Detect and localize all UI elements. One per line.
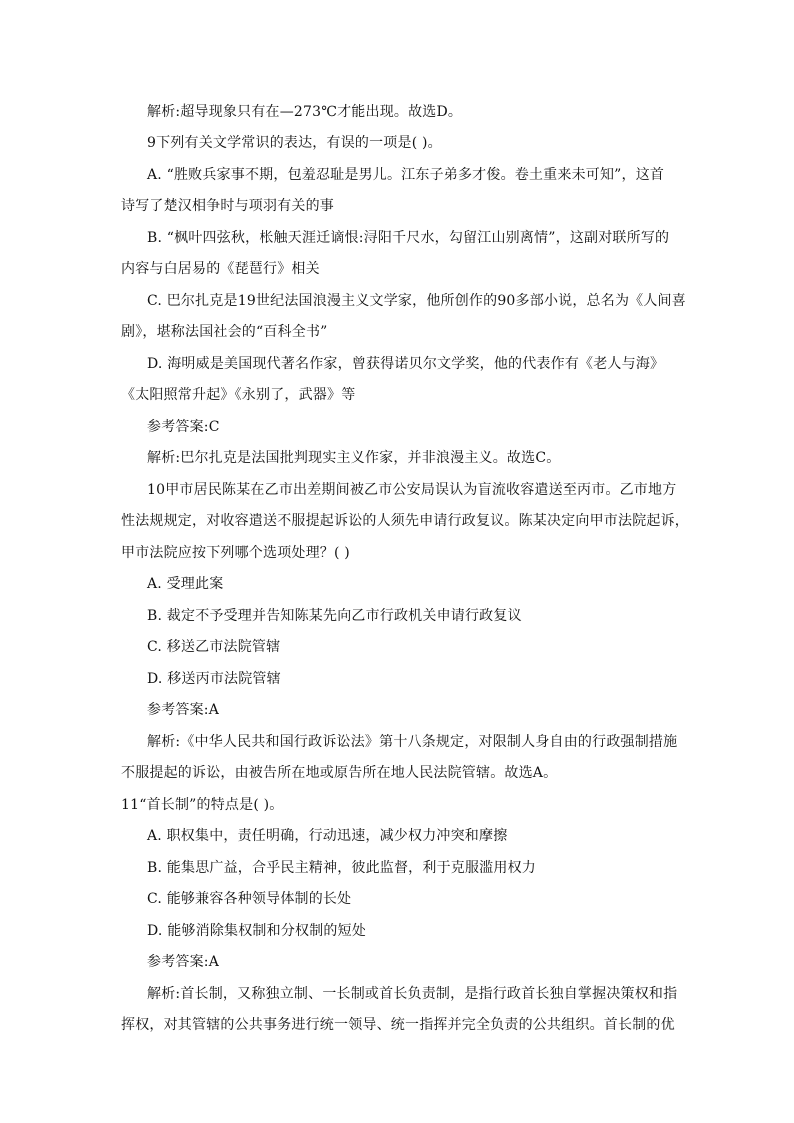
q9-option-c: C. 巴尔扎克是19世纪法国浪漫主义文学家，他所创作的90多部小说，总名为《人间喜 — [147, 293, 686, 309]
q9-option-d-cont: 《太阳照常升起》《永别了，武器》等 — [121, 387, 356, 403]
question-10-cont-1: 性法规规定，对收容遣送不服提起诉讼的人须先申请行政复议。陈某决定向甲市法院起诉， — [121, 513, 689, 529]
q11-option-c: C. 能够兼容各种领导体制的长处 — [147, 891, 352, 907]
question-11: 11“首长制”的特点是( )。 — [121, 797, 284, 813]
q10-option-d: D. 移送丙市法院管辖 — [147, 671, 281, 687]
q10-option-c: C. 移送乙市法院管辖 — [147, 639, 281, 655]
q11-option-b: B. 能集思广益，合乎民主精神，彼此监督，利于克服滥用权力 — [147, 860, 536, 876]
question-9: 9下列有关文学常识的表达，有误的一项是( )。 — [147, 135, 442, 151]
q10-analysis-cont: 不服提起的诉讼，由被告所在地或原告所在地人民法院管辖。故选A。 — [121, 765, 558, 781]
q10-option-b: B. 裁定不予受理并告知陈某先向乙市行政机关申请行政复议 — [147, 608, 522, 624]
q9-option-b: B. “枫叶四弦秋，枨触天涯迁谪恨:浔阳千尺水，勾留江山别离情”，这副对联所写的 — [147, 230, 670, 246]
q11-option-d: D. 能够消除集权制和分权制的短处 — [147, 923, 367, 939]
q11-answer: 参考答案:A — [147, 954, 220, 970]
q9-option-a-cont: 诗写了楚汉相争时与项羽有关的事 — [121, 198, 334, 214]
q11-analysis: 解析:首长制，又称独立制、一长制或首长负责制，是指行政首长独自掌握决策权和指 — [147, 986, 678, 1002]
q9-option-c-cont: 剧》，堪称法国社会的“百科全书” — [121, 324, 328, 340]
q10-option-a: A. 受理此案 — [147, 576, 224, 592]
q9-option-d: D. 海明威是美国现代著名作家，曾获得诺贝尔文学奖，他的代表作有《老人与海》 — [147, 356, 665, 372]
q9-answer: 参考答案:C — [147, 419, 220, 435]
q11-option-a: A. 职权集中，责任明确，行动迅速，减少权力冲突和摩擦 — [147, 828, 508, 844]
analysis-8: 解析:超导现象只有在—273℃才能出现。故选D。 — [147, 104, 463, 120]
q11-analysis-cont: 挥权，对其管辖的公共事务进行统一领导、统一指挥并完全负责的公共组织。首长制的优 — [121, 1017, 675, 1033]
q9-option-b-cont: 内容与白居易的《琵琶行》相关 — [121, 261, 320, 277]
q9-option-a: A. “胜败兵家事不期，包羞忍耻是男儿。江东子弟多才俊。卷土重来未可知”，这首 — [147, 167, 665, 183]
question-10-cont-2: 甲市法院应按下列哪个选项处理？( ) — [121, 545, 350, 561]
q10-answer: 参考答案:A — [147, 702, 220, 718]
question-10: 10甲市居民陈某在乙市出差期间被乙市公安局误认为盲流收容遣送至丙市。乙市地方 — [147, 482, 677, 498]
q9-analysis: 解析:巴尔扎克是法国批判现实主义作家，并非浪漫主义。故选C。 — [147, 450, 561, 466]
q10-analysis: 解析:《中华人民共和国行政诉讼法》第十八条规定，对限制人身自由的行政强制措施 — [147, 734, 678, 750]
